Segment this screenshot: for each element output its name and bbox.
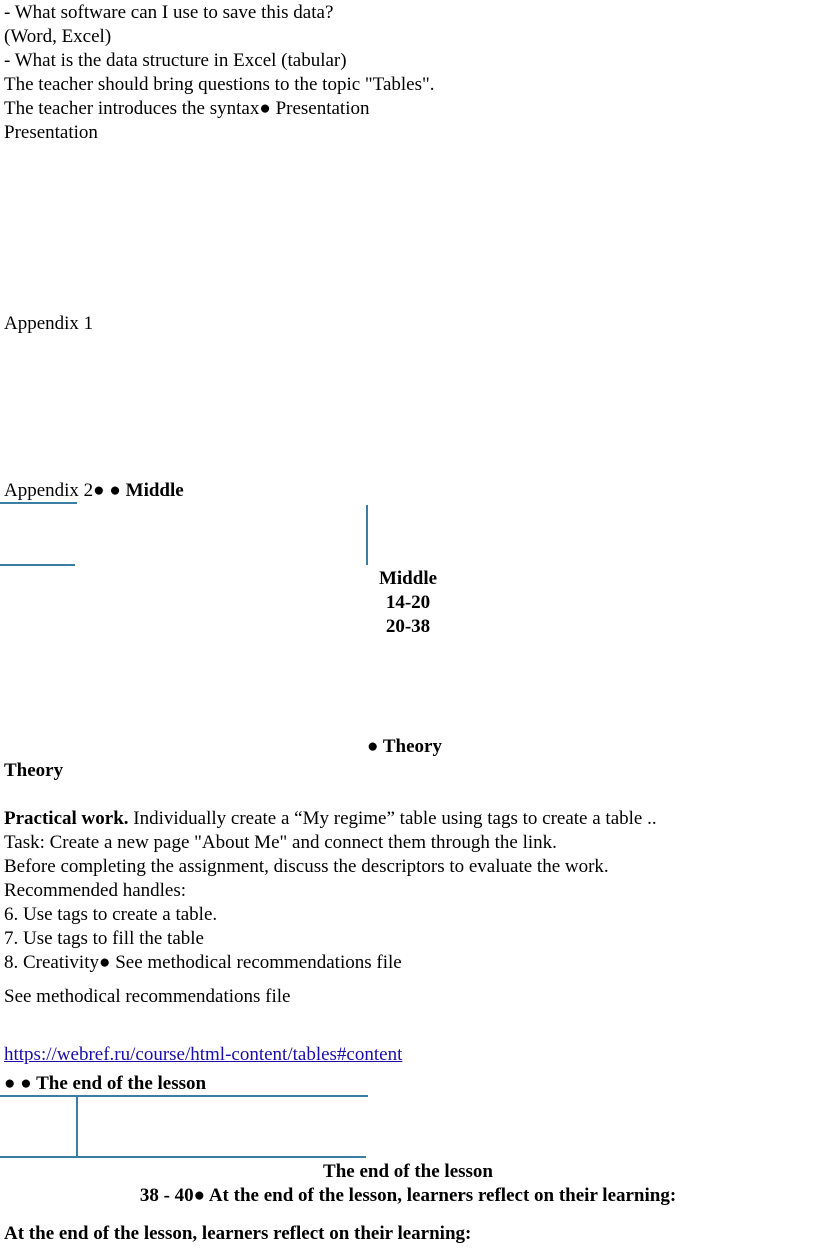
handles-line: Recommended handles: (4, 880, 187, 901)
middle-range-2: 20-38 (385, 616, 431, 637)
before-line: Before completing the assignment, discuss the descriptors to evaluate the work. (4, 856, 609, 877)
practical-work-line (4, 807, 657, 831)
handle-7: 7. Use tags to fill the table (4, 928, 204, 949)
methodical-recommendations: See methodical recommendations file (4, 986, 291, 1007)
end-of-lesson-title: The end of the lesson (323, 1161, 493, 1182)
appendix-2-label: Appendix 2● ● (4, 480, 126, 501)
question-data-structure: - What is the data structure in Excel (tabular) (4, 50, 347, 71)
theory-centered: ● Theory (367, 736, 442, 757)
practical-work-text: Individually create a “My regime” table using tags to create a table .. (128, 808, 657, 829)
handle-8: 8. Creativity● See methodical recommendations file (4, 952, 402, 973)
table-border-vertical (366, 505, 368, 565)
table-border-end-bottom (0, 1156, 366, 1158)
practical-work-bold: Practical work. (4, 808, 129, 829)
table-border-top-left (0, 502, 77, 504)
appendix-2-line (4, 479, 184, 503)
webref-link[interactable]: https://webref.ru/course/html-content/tables#content (4, 1044, 403, 1065)
answer-word-excel: (Word, Excel) (4, 26, 112, 47)
teacher-questions-line: The teacher should bring questions to the topic "Tables". (4, 74, 435, 95)
end-time-reflection: 38 - 40● At the end of the lesson, learners reflect on their learning: (139, 1185, 677, 1206)
appendix-1: Appendix 1 (4, 313, 94, 334)
middle-range-1: 14-20 (385, 592, 431, 613)
table-border-mid-left (0, 564, 75, 566)
table-border-end-vertical (76, 1097, 78, 1157)
middle-title: Middle (378, 568, 438, 589)
theory-left: Theory (4, 760, 64, 781)
appendix-2-middle: Middle (125, 480, 184, 501)
teacher-syntax-line: The teacher introduces the syntax● Presentation (4, 98, 370, 119)
table-border-end-top (0, 1095, 368, 1097)
handle-6: 6. Use tags to create a table. (4, 904, 218, 925)
end-of-lesson-bullets: ● ● The end of the lesson (4, 1073, 207, 1094)
presentation-label: Presentation (4, 122, 98, 143)
question-software: - What software can I use to save this data? (4, 2, 334, 23)
final-reflection: At the end of the lesson, learners reflect on their learning: (4, 1223, 472, 1244)
task-line: Task: Create a new page "About Me" and connect them through the link. (4, 832, 557, 853)
